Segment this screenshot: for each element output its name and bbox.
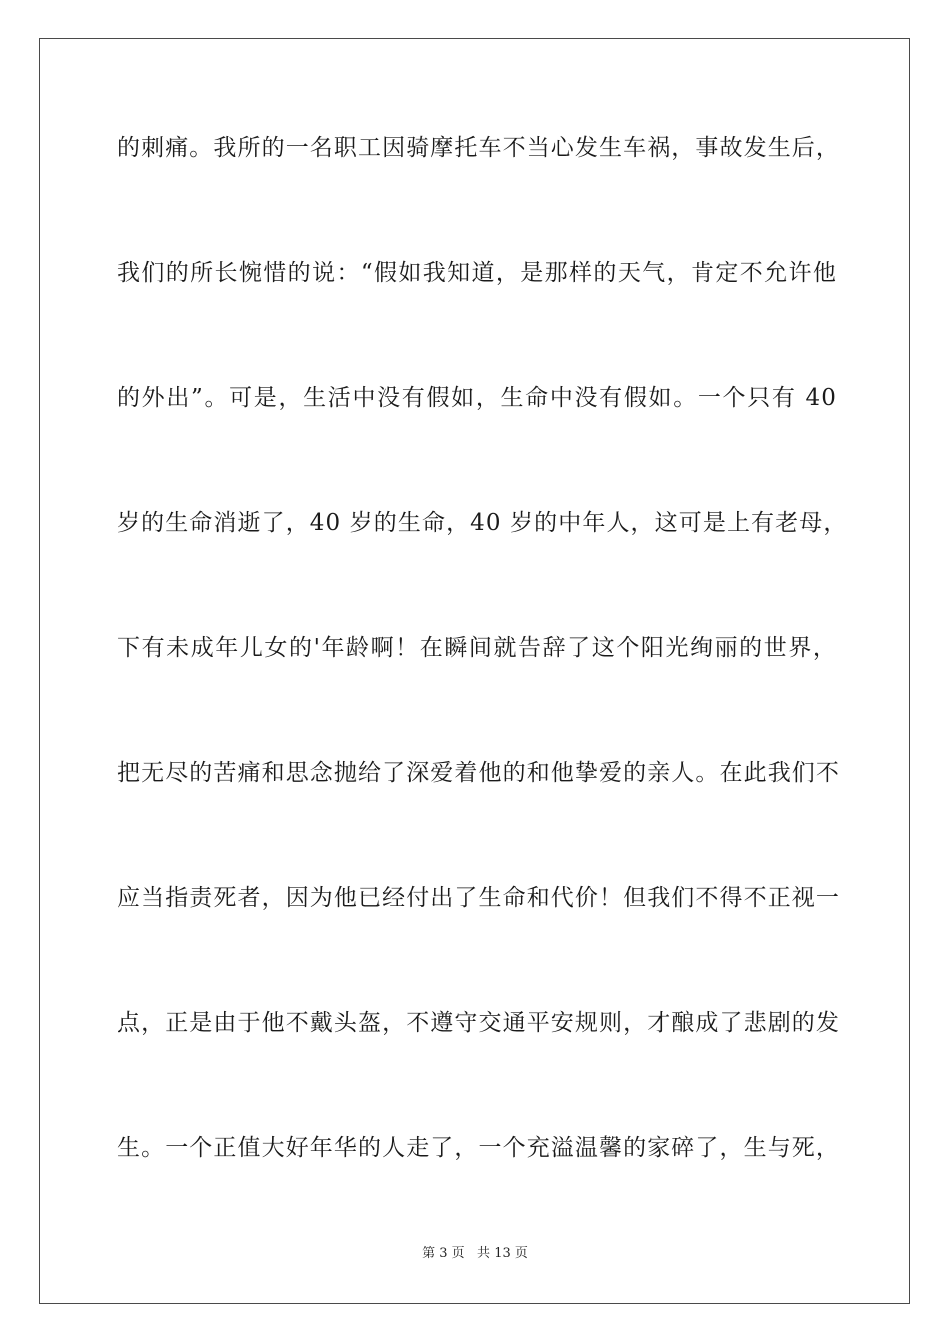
body-text-line-8: 点，正是由于他不戴头盔，不遵守交通平安规则，才酿成了悲剧的发 bbox=[117, 1010, 840, 1036]
page-number-footer: 第 3 页 共 13 页 bbox=[422, 1246, 528, 1261]
body-text-line-2: 我们的所长惋惜的说：“假如我知道，是那样的天气，肯定不允许他 bbox=[117, 260, 837, 286]
body-text-line-3: 的外出”。可是，生活中没有假如，生命中没有假如。一个只有 40 bbox=[117, 385, 837, 411]
body-text-line-5: 下有未成年儿女的'年龄啊！在瞬间就告辞了这个阳光绚丽的世界， bbox=[117, 635, 837, 661]
body-text-line-9: 生。一个正值大好年华的人走了，一个充溢温馨的家碎了，生与死， bbox=[117, 1135, 840, 1161]
body-text-line-6: 把无尽的苦痛和思念抛给了深爱着他的和他挚爱的亲人。在此我们不 bbox=[117, 760, 840, 786]
body-text-line-4: 岁的生命消逝了，40 岁的生命，40 岁的中年人，这可是上有老母， bbox=[117, 510, 848, 536]
page-border bbox=[39, 38, 910, 1304]
body-text-line-7: 应当指责死者，因为他已经付出了生命和代价！但我们不得不正视一 bbox=[117, 885, 840, 911]
body-text-line-1: 的刺痛。我所的一名职工因骑摩托车不当心发生车祸，事故发生后， bbox=[117, 135, 840, 161]
